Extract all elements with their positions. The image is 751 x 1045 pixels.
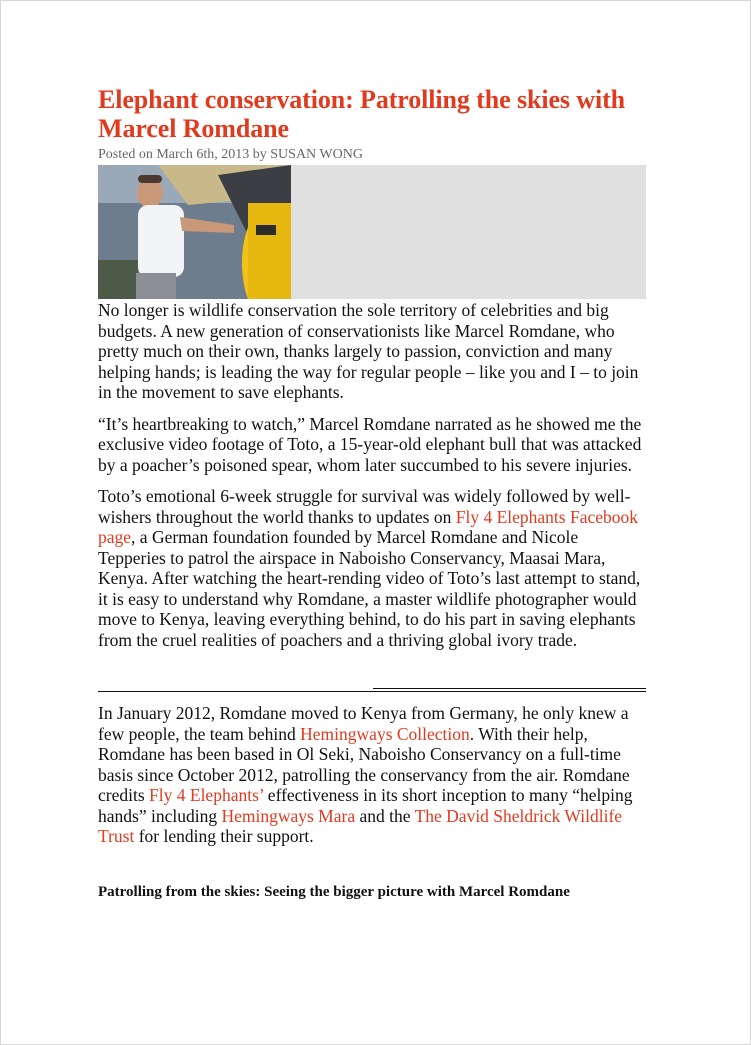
fly-4-elephants-link[interactable]: Fly 4 Elephants’ (149, 785, 264, 805)
section-subheading: Patrolling from the skies: Seeing the bigger picture with Marcel Romdane (98, 883, 570, 900)
article-title: Elephant conservation: Patrolling the skies with Marcel Romdane (98, 85, 626, 143)
divider-line (98, 691, 646, 692)
section-divider (98, 685, 646, 703)
paragraph-3-text-b: , a German foundation founded by Marcel Romdane and Nicole Tepperies to patrol the airspace in Naboisho Conservancy, Maasai Mara, Kenya. After watching the heart-rending video of Toto’s last attempt to stand, it is easy to understand why Romdane, a master wildlife photographer would move to Kenya, leaving everything behind, to do his part in saving elephants from the cruel realities of poachers and a thriving global ivory trade. (98, 527, 641, 650)
paragraph-4-text-e: for lending their support. (134, 826, 314, 846)
photo-illustration (98, 165, 291, 299)
article (98, 85, 646, 902)
paragraph-4-text-a: In January 2012, Romdane moved to Kenya from Germany, he only knew a few people, the team behind (98, 703, 629, 744)
paragraph-4-text-b: . With their help, Romdane has been based in Ol Seki, Naboisho Conservancy on a full-time basis since October 2012, patrolling the conservancy from the air. Romdane credits (98, 723, 630, 805)
hemingways-collection-link[interactable]: Hemingways Collection (300, 723, 470, 744)
photo-marcel-romdane-airplane (98, 165, 291, 299)
paragraph-3-text-a: Toto’s emotional 6-week struggle for survival was widely followed by well-wishers throughout the world thanks to updates on (98, 486, 631, 527)
divider-line-short (373, 688, 646, 689)
paragraph-3 (98, 486, 646, 650)
fly-4-elephants-facebook-link[interactable]: Fly 4 Elephants Facebook page (98, 506, 638, 547)
paragraph-4 (98, 703, 646, 847)
hero-image-area (98, 165, 646, 299)
paragraph-2: “It’s heartbreaking to watch,” Marcel Romdane narrated as he showed me the exclusive video footage of Toto, a 15-year-old elephant bull that was attacked by a poacher’s poisoned spear, whom later succumbed to his severe injuries. (98, 413, 642, 475)
paragraph-4-text-d: and the (355, 805, 415, 826)
paragraph-4-text-c: effectiveness in its short inception to many “helping hands” including (98, 785, 633, 826)
paragraph-1: No longer is wildlife conservation the sole territory of celebrities and big budgets. A new generation of conservationists like Marcel Romdane, who pretty much on their own, thanks largely to passion, conviction and many helping hands; is leading the way for regular people – like you and I – to join in the movement to save elephants. (98, 300, 639, 402)
hemingways-mara-link[interactable]: Hemingways Mara (221, 805, 356, 826)
byline: Posted on March 6th, 2013 by SUSAN WONG (98, 147, 363, 162)
david-sheldrick-wildlife-trust-link[interactable]: The David Sheldrick Wildlife Trust (98, 805, 623, 846)
